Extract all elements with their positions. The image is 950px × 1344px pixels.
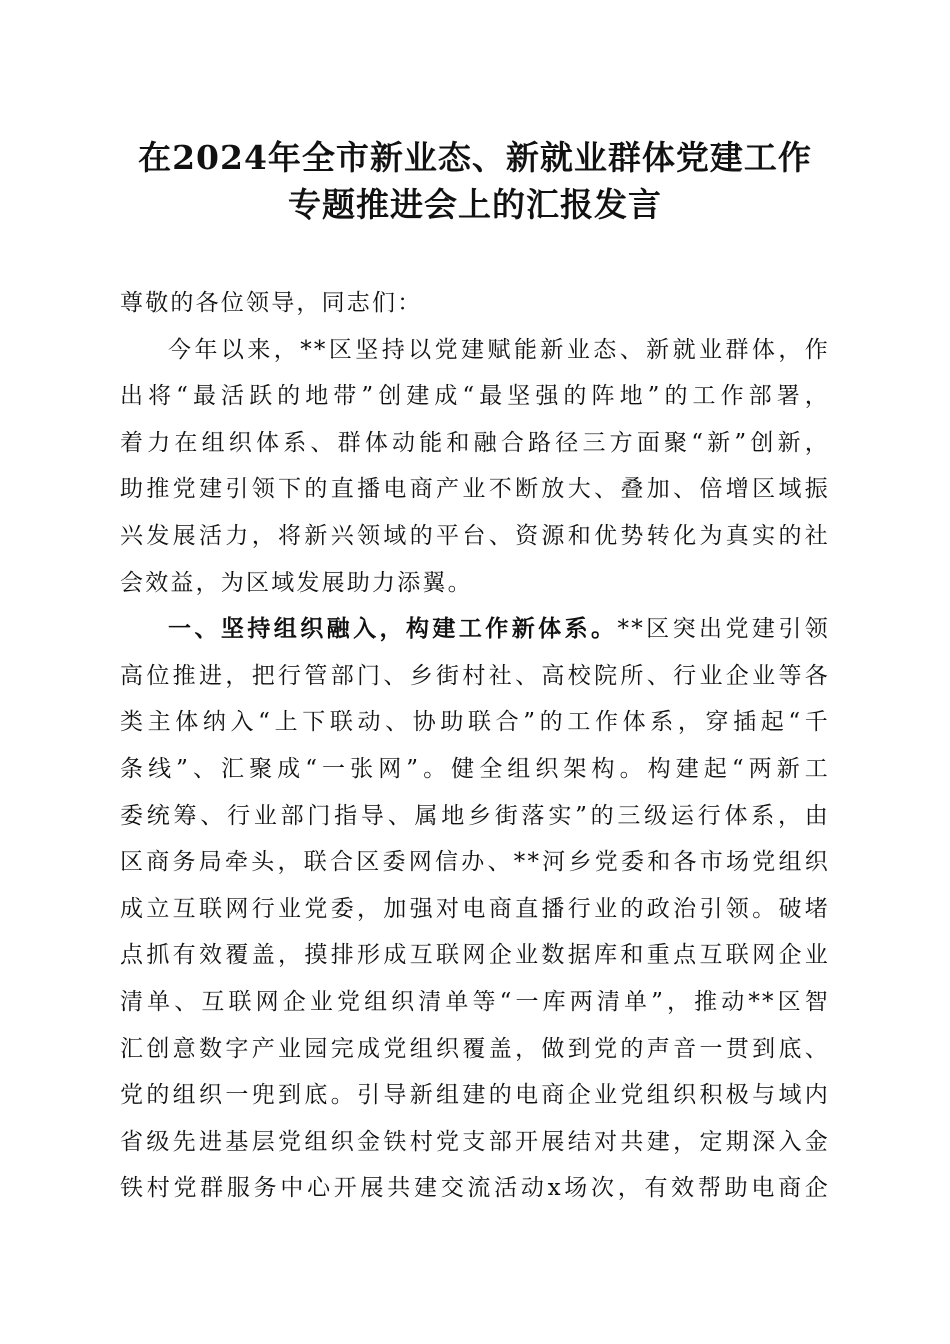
title-line-2: 专题推进会上的汇报发言 xyxy=(288,185,662,224)
section-one-first-line-rest: **区突出党建引领 xyxy=(617,616,830,643)
paragraph-line: 省级先进基层党组织金铁村党支部开展结对共建，定期深入金 xyxy=(120,1128,830,1155)
paragraph-line: 类主体纳入“上下联动、协助联合”的工作体系，穿插起“千 xyxy=(120,709,830,736)
paragraph-line: 助推党建引领下的直播电商产业不断放大、叠加、倍增区域振 xyxy=(120,476,830,503)
paragraph-line: 区商务局牵头，联合区委网信办、**河乡党委和各市场党组织 xyxy=(120,849,830,876)
title-line-1: 在2024年全市新业态、新就业群体党建工作 xyxy=(138,138,812,177)
paragraph-line: 出将“最活跃的地带”创建成“最坚强的阵地”的工作部署， xyxy=(120,383,830,410)
salutation: 尊敬的各位领导，同志们： xyxy=(120,290,423,316)
document-title xyxy=(100,134,850,228)
paragraph-line: 成立互联网行业党委，加强对电商直播行业的政治引领。破堵 xyxy=(120,895,830,922)
section-one-heading: 一、坚持组织融入，构建工作新体系。 xyxy=(168,615,618,643)
paragraph-line: 会效益，为区域发展助力添翼。 xyxy=(120,569,473,596)
paragraph-line: 着力在组织体系、群体动能和融合路径三方面聚“新”创新， xyxy=(120,429,830,456)
paragraph-intro xyxy=(120,327,830,607)
section-one xyxy=(120,606,830,1212)
paragraph-line: 铁村党群服务中心开展共建交流活动x场次，有效帮助电商企 xyxy=(120,1175,830,1202)
paragraph-line: 点抓有效覆盖，摸排形成互联网企业数据库和重点互联网企业 xyxy=(120,942,830,969)
paragraph-line: 兴发展活力，将新兴领域的平台、资源和优势转化为真实的社 xyxy=(120,522,830,549)
paragraph-line: 今年以来，**区坚持以党建赋能新业态、新就业群体，作 xyxy=(168,336,830,363)
section-one-first-line xyxy=(120,606,830,653)
paragraph-line: 清单、互联网企业党组织清单等“一库两清单”，推动**区智 xyxy=(120,988,830,1015)
paragraph-line: 党的组织一兜到底。引导新组建的电商企业党组织积极与域内 xyxy=(120,1082,830,1109)
paragraph-line: 委统筹、行业部门指导、属地乡街落实”的三级运行体系，由 xyxy=(120,802,830,829)
paragraph-line: 条线”、汇聚成“一张网”。健全组织架构。构建起“两新工 xyxy=(120,755,830,782)
paragraph-line: 高位推进，把行管部门、乡街村社、高校院所、行业企业等各 xyxy=(120,662,830,689)
paragraph-line: 汇创意数字产业园完成党组织覆盖，做到党的声音一贯到底、 xyxy=(120,1035,830,1062)
document-body xyxy=(120,280,830,1212)
